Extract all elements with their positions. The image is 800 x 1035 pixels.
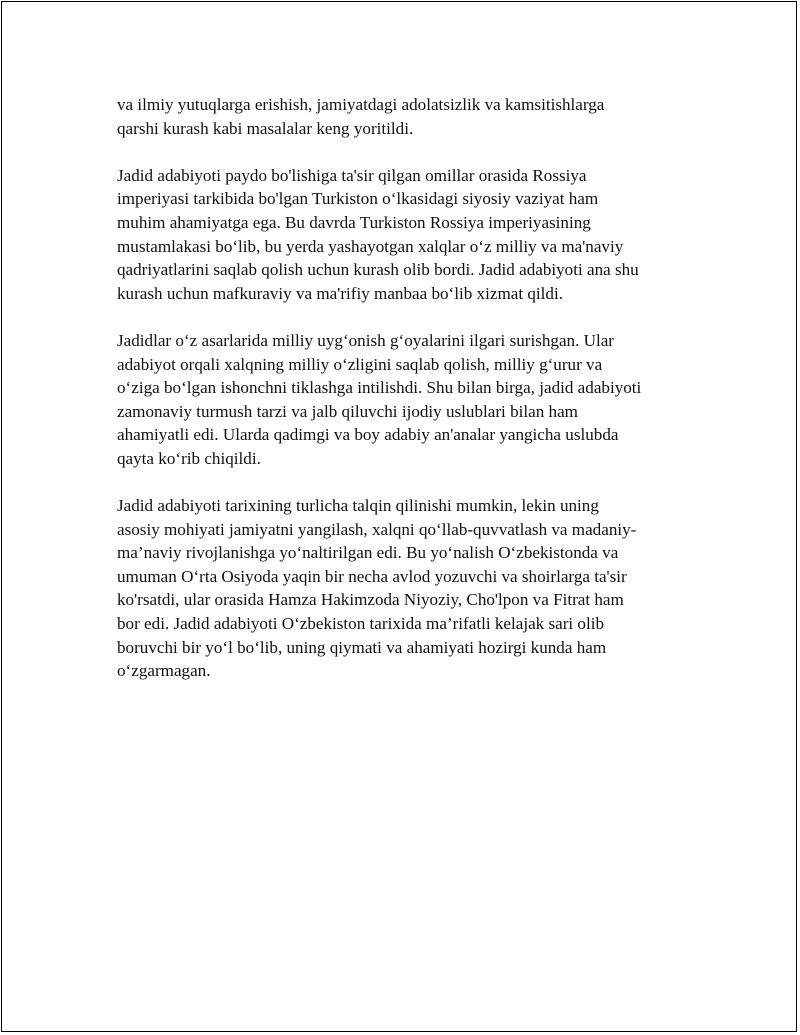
paragraph-2: Jadid adabiyoti paydo bo'lishiga ta'sir qilgan omillar orasida Rossiya imperiyasi tarkibida bo'lgan Turkiston o‘lkasidagi siyosiy vaziyat ham muhim ahamiyatga ega. Bu davrda Turkiston Rossiya imperiyasining mustamlakasi bo‘lib, bu yerda yashayotgan xalqlar o‘z milliy va ma'naviy qadriyatlarini saqlab qolish uchun kurash olib bordi. Jadid adabiyoti ana shu kurash uchun mafkuraviy va ma'rifiy manbaa bo‘lib xizmat qildi. [117, 165, 639, 303]
paragraph-1: va ilmiy yutuqlarga erishish, jamiyatdagi adolatsizlik va kamsitishlarga qarshi kurash kabi masalalar keng yoritildi. [117, 95, 605, 138]
paragraph-3: Jadidlar o‘z asarlarida milliy uyg‘onish g‘oyalarini ilgari surishgan. Ular adabiyot orqali xalqning milliy o‘zligini saqlab qolish, milliy g‘urur va o‘ziga bo‘lgan ishonchni tiklashga intilishdi. Shu bilan birga, jadid adabiyoti zamonaviy turmush tarzi va jalb qiluvchi ijodiy uslublari bilan ham ahamiyatli edi. Ularda qadimgi va boy adabiy an'analar yangicha uslubda qayta ko‘rib chiqildi. [117, 330, 642, 468]
document-body [117, 93, 687, 706]
paragraph-4: Jadid adabiyoti tarixining turlicha talqin qilinishi mumkin, lekin uning asosiy mohiyati jamiyatni yangilash, xalqni qo‘llab-quvvatlash va madaniy- ma’naviy rivojlanishga yo‘naltirilgan edi. Bu yo‘nalish O‘zbekistonda va umuman O‘rta Osiyoda yaqin bir necha avlod yozuvchi va shoirlarga ta'sir ko'rsatdi, ular orasida Hamza Hakimzoda Niyoziy, Cho'lpon va Fitrat ham bor edi. Jadid adabiyoti O‘zbekiston tarixida ma’rifatli kelajak sari olib boruvchi bir yo‘l bo‘lib, uning qiymati va ahamiyati hozirgi kunda ham o‘zgarmagan. [117, 496, 637, 681]
